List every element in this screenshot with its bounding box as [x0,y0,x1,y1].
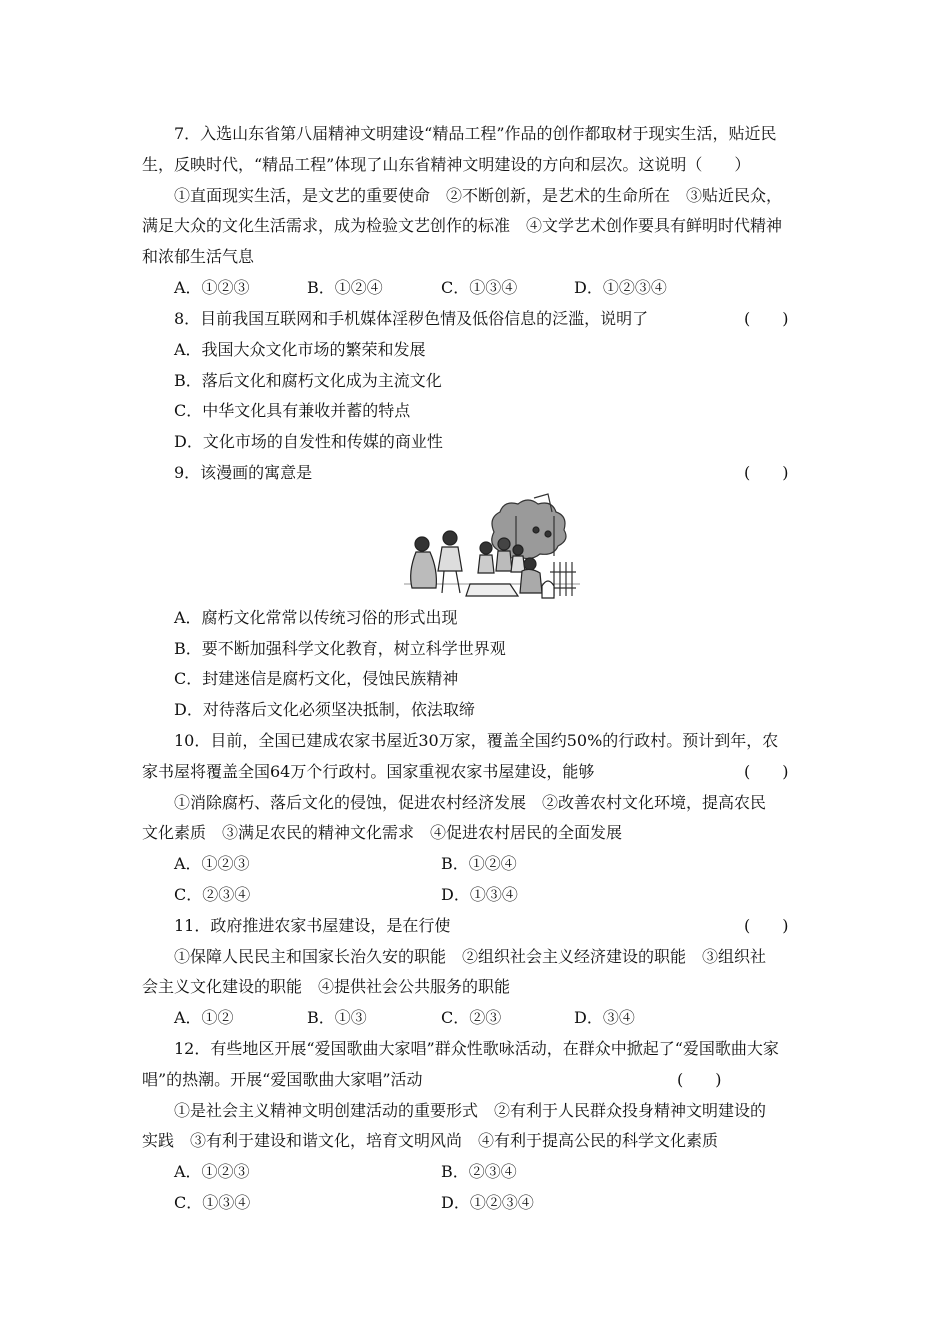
q9-option-a[interactable]: A．腐朽文化常常以传统习俗的形式出现 [174,608,458,627]
q10-option-c[interactable]: C．②③④ [174,885,251,904]
q12-stem-line-2: 唱”的热潮。开展“爱国歌曲大家唱”活动 [142,1070,423,1089]
q8-option-b[interactable]: B．落后文化和腐朽文化成为主流文化 [174,371,442,390]
q8-option-d[interactable]: D．文化市场的自发性和传媒的商业性 [174,432,443,451]
q7-option-c[interactable]: C．①③④ [441,278,518,297]
q10-item-line-1: ①消除腐朽、落后文化的侵蚀，促进农村经济发展 ②改善农村文化环境，提高农民 [174,793,767,812]
q9-option-b[interactable]: B．要不断加强科学文化教育，树立科学世界观 [174,639,506,658]
q10-option-d[interactable]: D．①③④ [441,885,518,904]
q11-item-line-1: ①保障人民民主和国家长治久安的职能 ②组织社会主义经济建设的职能 ③组织社 [174,947,767,966]
q12-item-line-1: ①是社会主义精神文明创建活动的重要形式 ②有利于人民群众投身精神文明建设的 [174,1101,767,1120]
q9-option-d[interactable]: D．对待落后文化必须坚决抵制，依法取缔 [174,700,475,719]
q11-stem: 11．政府推进农家书屋建设，是在行使 [174,916,451,935]
q11-option-d[interactable]: D．③④ [574,1008,635,1027]
q7-option-d[interactable]: D．①②③④ [574,278,667,297]
q12-item-line-2: 实践 ③有利于建设和谐文化，培育文明风尚 ④有利于提高公民的科学文化素质 [142,1131,719,1150]
q10-option-a[interactable]: A．①②③ [174,854,250,873]
q10-stem-line-2: 家书屋将覆盖全国64万个行政村。国家重视农家书屋建设，能够 [142,762,595,781]
q11-option-c[interactable]: C．②③ [441,1008,502,1027]
q7-option-b[interactable]: B．①②④ [307,278,383,297]
q8-option-c[interactable]: C．中华文化具有兼收并蓄的特点 [174,401,411,420]
q8-answer-bracket: ( ) [744,309,789,328]
q7-item-line-3: 和浓郁生活气息 [142,247,255,266]
q7-stem-line-2: 生，反映时代，“精品工程”体现了山东省精神文明建设的方向和层次。这说明（ ） [142,155,751,174]
q11-item-line-2: 会主义文化建设的职能 ④提供社会公共服务的职能 [142,977,511,996]
q11-option-a[interactable]: A．①② [174,1008,234,1027]
q12-option-a[interactable]: A．①②③ [174,1162,250,1181]
q7-item-line-2: 满足大众的文化生活需求，成为检验文艺创作的标准 ④文学艺术创作要具有鲜明时代精神 [142,216,783,235]
q8-stem: 8．目前我国互联网和手机媒体淫秽色情及低俗信息的泛滥，说明了 [174,309,649,328]
q12-option-b[interactable]: B．②③④ [441,1162,517,1181]
q11-answer-bracket: ( ) [744,916,789,935]
q10-item-line-2: 文化素质 ③满足农民的精神文化需求 ④促进农村居民的全面发展 [142,823,623,842]
q12-stem-line-1: 12．有些地区开展“爱国歌曲大家唱”群众性歌咏活动，在群众中掀起了“爱国歌曲大家 [174,1039,779,1058]
q12-option-c[interactable]: C．①③④ [174,1193,251,1212]
q10-stem-line-1: 10．目前，全国已建成农家书屋近30万家，覆盖全国约50%的行政村。预计到年，农 [174,731,779,750]
q7-option-a[interactable]: A．①②③ [174,278,250,297]
q10-option-b[interactable]: B．①②④ [441,854,517,873]
q9-answer-bracket: ( ) [744,463,789,482]
cartoon-illustration [404,492,580,604]
q9-stem: 9．该漫画的寓意是 [174,463,313,482]
q8-option-a[interactable]: A．我国大众文化市场的繁荣和发展 [174,340,426,359]
q12-option-d[interactable]: D．①②③④ [441,1193,534,1212]
q9-option-c[interactable]: C．封建迷信是腐朽文化，侵蚀民族精神 [174,669,459,688]
q7-item-line-1: ①直面现实生活，是文艺的重要使命 ②不断创新，是艺术的生命所在 ③贴近民众， [174,186,783,205]
q11-option-b[interactable]: B．①③ [307,1008,367,1027]
q7-stem-line-1: 7．入选山东省第八届精神文明建设“精品工程”作品的创作都取材于现实生活，贴近民 [174,124,777,143]
q10-answer-bracket: ( ) [744,762,789,781]
q12-answer-bracket: ( ) [677,1070,722,1089]
